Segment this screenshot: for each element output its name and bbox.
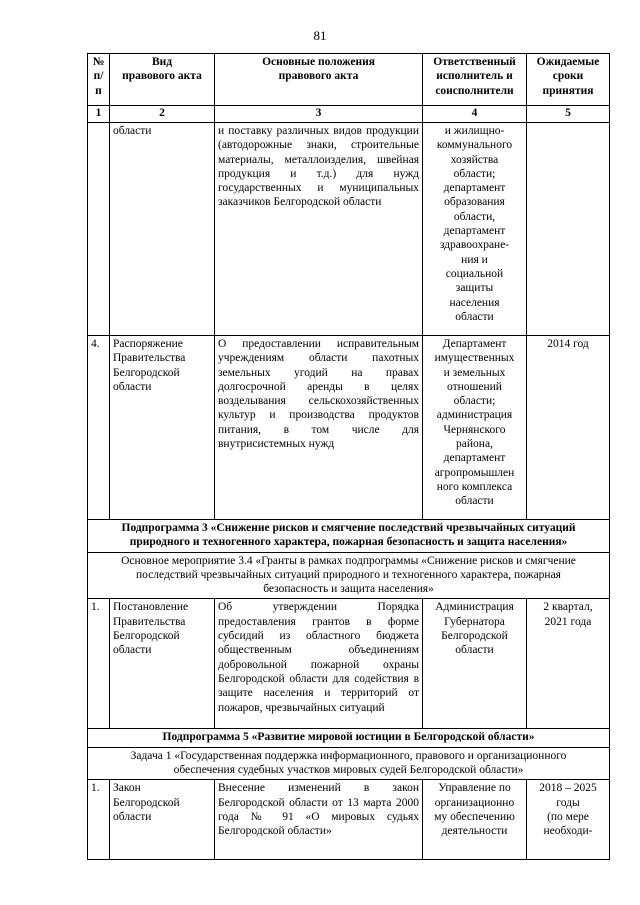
- cell-line: ного комплекса: [436, 480, 513, 493]
- cell-line: Департамент: [442, 338, 507, 350]
- column-number-2: 2: [110, 106, 215, 123]
- header-title-line: исполнитель и: [436, 70, 513, 83]
- cell-line: Распоряжение: [113, 338, 183, 350]
- subprogram-heading: [88, 729, 610, 747]
- header-title-line: принятия: [542, 84, 594, 97]
- cell-line: природного и техногенного характера, пожарная безопасность и защита населения»: [129, 536, 568, 549]
- cell-line: Подпрограмма 3 «Снижение рисков и смягчение последствий чрезвычайных ситуаций: [121, 522, 576, 534]
- act-kind-cell: [110, 599, 215, 729]
- cell-line: безопасность и защита населения»: [263, 583, 434, 596]
- cell-line: области,: [453, 210, 496, 223]
- cell-line: области: [455, 495, 494, 508]
- act-kind-cell: [110, 780, 215, 860]
- cell-line: социальной: [445, 267, 504, 280]
- cell-line: отношений: [447, 380, 502, 393]
- header-title-line: сроки: [552, 70, 584, 83]
- executor-cell: [423, 599, 527, 729]
- cell-line: агропромышлен: [434, 466, 515, 479]
- act-kind-cell: [110, 336, 215, 520]
- cell-line: здравоохране-: [439, 239, 510, 252]
- cell-line: Внесение изменений в закон Белгородской области от 13 марта 2000 года № 91 «О мировых судьях Белгородской области»: [218, 782, 419, 838]
- cell-line: района,: [456, 438, 493, 451]
- cell-line: области: [113, 644, 152, 657]
- cell-line: и земельных: [443, 366, 506, 379]
- header-title-line: Ответственный: [433, 56, 516, 68]
- cell-line: Правительства: [113, 352, 186, 365]
- row-number-cell: 4.: [88, 336, 110, 520]
- act-kind-cell: [110, 123, 215, 336]
- header-title-line: правового акта: [278, 70, 359, 83]
- measure-heading-row: [88, 552, 610, 599]
- header-title-line: Основные положения: [262, 56, 375, 68]
- term-cell: [527, 123, 610, 336]
- row-number-cell: 1.: [88, 780, 110, 860]
- header-title-line: Вид: [151, 56, 173, 68]
- header-cell-number: [88, 54, 110, 106]
- term-cell: 2018 – 2025 годы (по мере необходи-: [527, 780, 610, 860]
- term-cell: 2014 год: [527, 336, 610, 520]
- cell-line: последствий чрезвычайных ситуаций природного и техногенного характера, пожарная: [136, 568, 561, 581]
- cell-line: Постановление: [113, 601, 189, 614]
- cell-line: департамент: [443, 225, 506, 238]
- act-content-cell: [215, 780, 423, 860]
- header-cell-content: [215, 54, 423, 106]
- cell-line: образования: [444, 196, 505, 209]
- table-row: [88, 599, 610, 729]
- cell-line: области;: [453, 167, 496, 180]
- subprogram-heading: [88, 520, 610, 553]
- table-row: [88, 780, 610, 860]
- cell-line: му обеспечению: [434, 810, 515, 823]
- cell-line: администрация: [436, 409, 513, 422]
- cell-line: обеспечения судебных участков мировых судей Белгородской области»: [173, 764, 524, 777]
- column-number-row: [88, 106, 610, 123]
- subprogram-heading-row: [88, 729, 610, 747]
- subprogram-heading-row: [88, 520, 610, 553]
- cell-line: Об утверждении Порядка предоставления грантов в форме субсидий из областного бюджета общественным объединениям добровольной пожарной охраны Белгородской области для содействия в защите населения и территорий от пожаров, чрезвычайных ситуаций: [218, 601, 419, 714]
- cell-line: Чернянского: [443, 423, 506, 436]
- header-cell-kind: [110, 54, 215, 106]
- column-number-3: 3: [215, 106, 423, 123]
- column-number-5: 5: [527, 106, 610, 123]
- cell-line: коммунального: [436, 139, 513, 152]
- header-title-line: Ожидаемые: [536, 56, 600, 68]
- cell-line: населения: [449, 296, 500, 309]
- cell-line: Белгородской: [113, 630, 180, 643]
- page-number: 81: [313, 28, 327, 43]
- cell-line: Белгородской: [113, 366, 180, 379]
- cell-line: защиты: [455, 282, 494, 295]
- cell-line: деятельности: [441, 825, 508, 838]
- executor-cell: [423, 123, 527, 336]
- header-cell-term: [527, 54, 610, 106]
- cell-line: Основное мероприятие 3.4 «Гранты в рамках подпрограммы «Снижение рисков и смягчение: [121, 554, 576, 567]
- cell-line: Закон: [113, 782, 141, 795]
- cell-line: О предоставлении исправительным учреждениям области пахотных земельных угодий на правах долгосрочной аренды в целях возделывания сельскохозяйственных культур и производства продуктов питания, в том числе для внутрисистемных нужд: [218, 338, 419, 451]
- cell-line: Администрация: [435, 601, 514, 614]
- cell-line: области: [113, 380, 152, 393]
- header-cell-executor: [423, 54, 527, 106]
- cell-line: Подпрограмма 5 «Развитие мировой юстиции в Белгородской области»: [162, 731, 535, 744]
- cell-line: области: [113, 810, 152, 823]
- cell-line: организационно: [434, 796, 515, 809]
- table-body: [88, 54, 610, 860]
- column-number-1: 1: [88, 106, 110, 123]
- legal-acts-table: [87, 53, 610, 860]
- executor-cell: [423, 780, 527, 860]
- header-title-line: правового акта: [122, 70, 202, 83]
- cell-line: Правительства: [113, 615, 186, 628]
- cell-line: области: [455, 310, 494, 323]
- cell-line: области: [455, 644, 494, 657]
- act-content-cell: [215, 599, 423, 729]
- cell-line: Белгородской: [441, 630, 508, 643]
- table-row: [88, 123, 610, 336]
- cell-line: и жилищно-: [444, 125, 505, 137]
- act-content-cell: [215, 123, 423, 336]
- executor-cell: [423, 336, 527, 520]
- term-cell: 2 квартал, 2021 года: [527, 599, 610, 729]
- column-number-4: 4: [423, 106, 527, 123]
- header-title-line: соисполнители: [435, 84, 514, 97]
- cell-line: департамент: [443, 182, 506, 195]
- measure-heading: [88, 747, 610, 780]
- row-number-cell: 1.: [88, 599, 110, 729]
- cell-line: и поставку различных видов продукции (автодорожные знаки, строительные материалы, металлоизделия, швейная продукция и т.д.) для нужд государственных и муниципальных заказчиков Белгородской области: [218, 125, 419, 209]
- header-title-line: п/п: [93, 70, 104, 97]
- table-header-row: [88, 54, 610, 106]
- cell-line: области: [113, 125, 152, 137]
- row-number-cell: [88, 123, 110, 336]
- cell-line: имущественных: [434, 352, 515, 365]
- measure-heading-row: [88, 747, 610, 780]
- cell-line: области;: [453, 395, 496, 408]
- cell-line: департамент: [443, 452, 506, 465]
- cell-line: ния и: [461, 253, 488, 266]
- cell-line: Управление по: [438, 782, 511, 795]
- cell-line: Губернатора: [444, 615, 505, 628]
- cell-line: Белгородской: [113, 796, 180, 809]
- cell-line: хозяйства: [450, 153, 499, 166]
- cell-line: Задача 1 «Государственная поддержка информационного, правового и организационного: [130, 749, 567, 762]
- measure-heading: [88, 552, 610, 599]
- table-row: [88, 336, 610, 520]
- act-content-cell: [215, 336, 423, 520]
- header-title-line: №: [92, 56, 105, 68]
